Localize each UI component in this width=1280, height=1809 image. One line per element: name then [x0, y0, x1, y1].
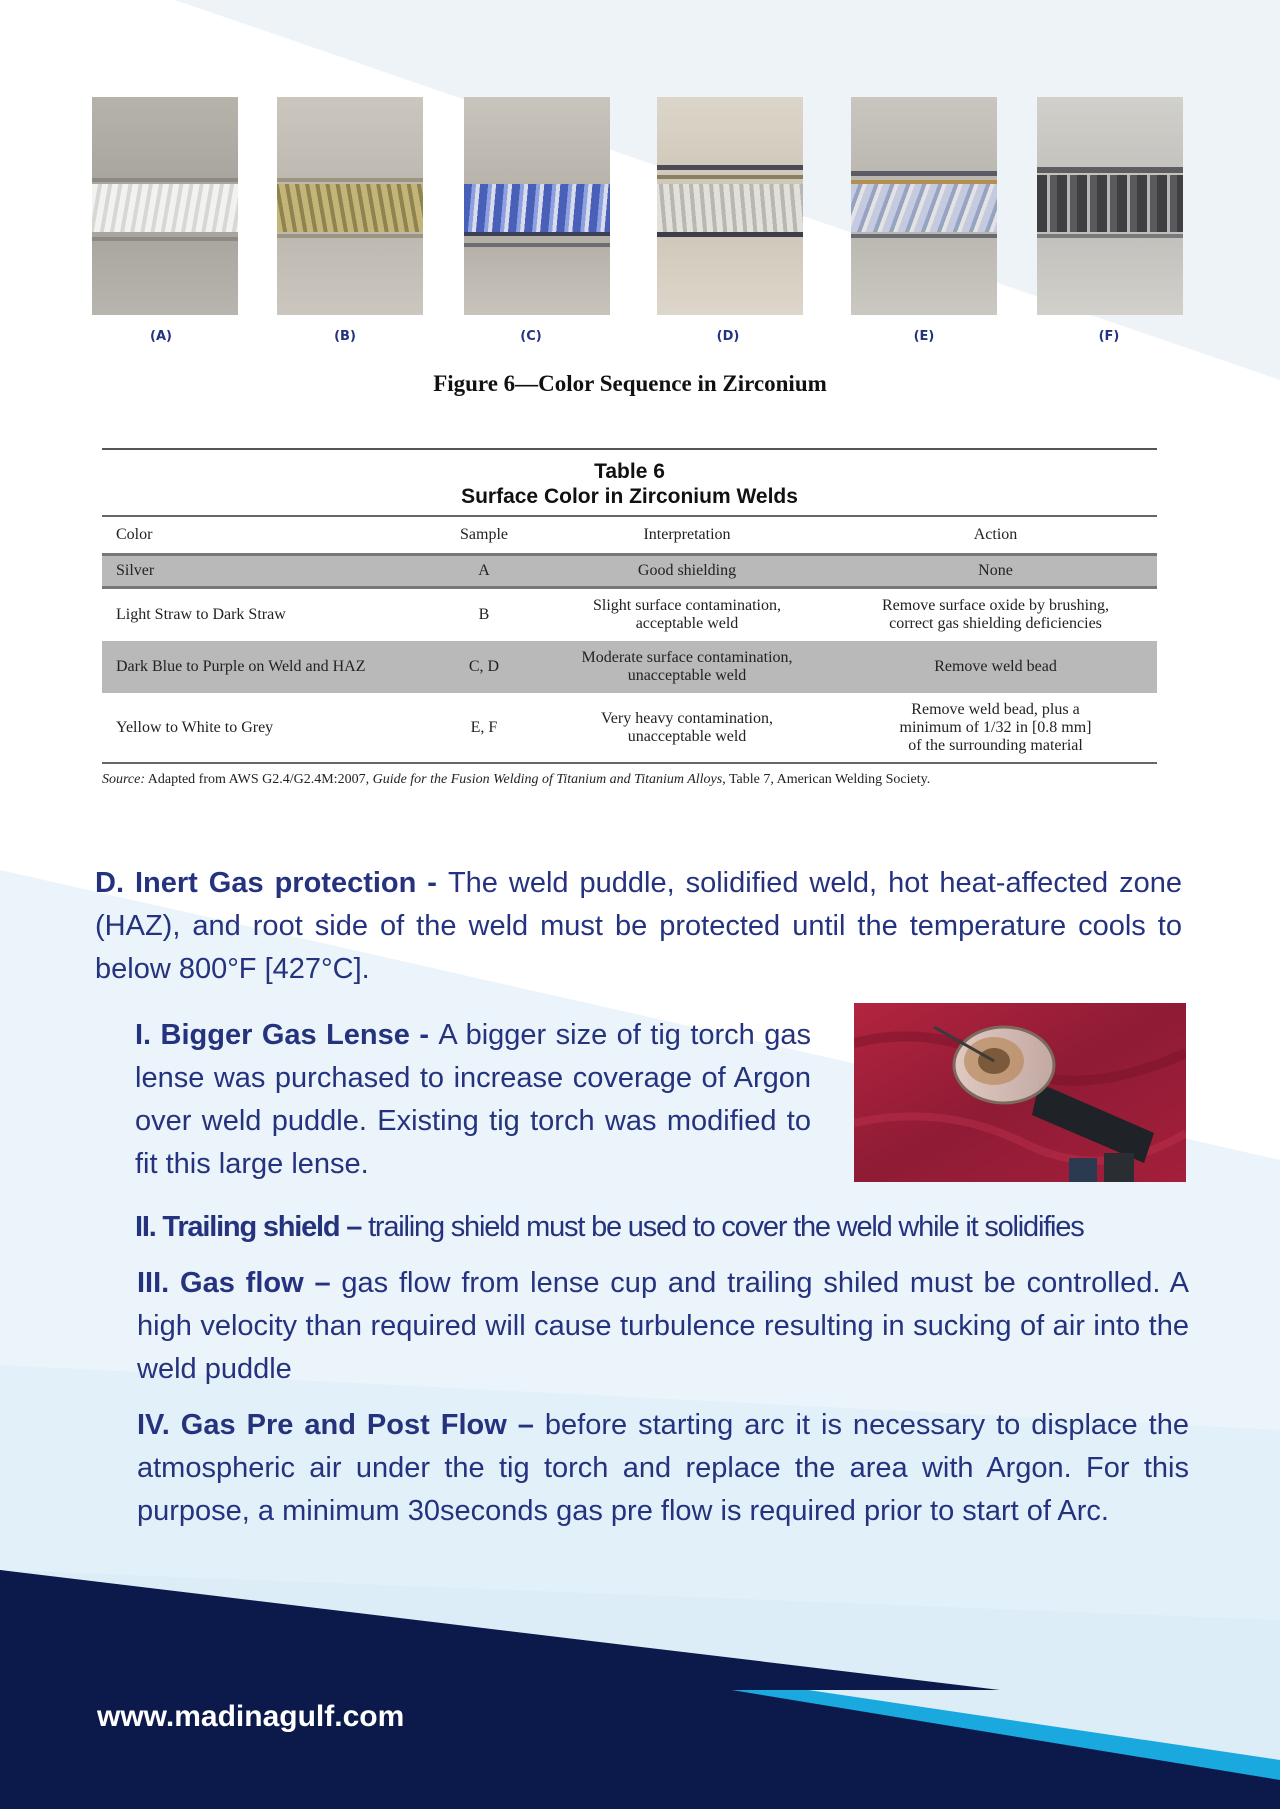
section-iv-pre-post-flow: [137, 1404, 1189, 1533]
weld-photo-b: [277, 97, 423, 315]
photo-label-c: (C): [520, 329, 542, 344]
figure-caption: Figure 6—Color Sequence in Zirconium: [433, 371, 827, 396]
section-i-heading: I. Bigger Gas Lense -: [135, 1019, 439, 1051]
section-iii-heading: III. Gas flow –: [137, 1267, 342, 1299]
section-d-text: The weld puddle, solidified weld, hot heat-affected zone (HAZ), and root side of the weld must be protected until the temperature cools to below 800°F [427°C].: [95, 867, 1182, 985]
section-i-gas-lense: [135, 1014, 811, 1186]
photo-label-b: (B): [334, 329, 356, 344]
figure-color-sequence: [0, 97, 1280, 357]
cell-interpretation: Very heavy contamination, unacceptable weld: [540, 693, 834, 763]
cell-color: Silver: [102, 554, 428, 587]
header-sample: Sample: [428, 516, 540, 554]
section-iv-heading: IV. Gas Pre and Post Flow –: [137, 1409, 545, 1441]
section-d-inert-gas: [95, 862, 1182, 991]
cell-action: Remove weld bead, plus a minimum of 1/32 in [0.8 mm] of the surrounding material: [834, 693, 1157, 763]
cell-sample: E, F: [428, 693, 540, 763]
table-subtitle: Surface Color in Zirconium Welds: [461, 485, 798, 508]
table-row: [102, 641, 1157, 693]
cell-interpretation: Good shielding: [540, 554, 834, 587]
weld-photo-e: [851, 97, 997, 315]
weld-photo-f: [1037, 97, 1183, 315]
section-ii-trailing-shield: [135, 1206, 1190, 1249]
photo-label-d: (D): [716, 329, 740, 344]
cell-action: None: [834, 554, 1157, 587]
cell-sample: A: [428, 554, 540, 587]
table-surface-color: [102, 448, 1157, 788]
table-header-row: [102, 516, 1157, 554]
section-ii-text: trailing shield must be used to cover the weld while it solidifies: [368, 1211, 1084, 1243]
header-color: Color: [102, 516, 428, 554]
weld-photo-d: [657, 97, 803, 315]
header-action: Action: [834, 516, 1157, 554]
tig-torch-photo: [854, 1003, 1186, 1182]
cell-sample: C, D: [428, 641, 540, 693]
header-interpretation: Interpretation: [540, 516, 834, 554]
table-row: [102, 587, 1157, 641]
cell-color: Light Straw to Dark Straw: [116, 605, 286, 623]
table-row: [102, 554, 1157, 587]
photo-label-a: (A): [150, 329, 172, 344]
cell-color: Yellow to White to Grey: [102, 693, 428, 763]
footer-website-link[interactable]: www.madinagulf.com: [97, 1700, 405, 1733]
table-row: [102, 693, 1157, 763]
cell-interpretation: Moderate surface contamination, unacceptable weld: [540, 641, 834, 693]
section-iii-text: gas flow from lense cup and trailing shiled must be controlled. A high velocity than required will cause turbulence resulting in sucking of air into the weld puddle: [137, 1267, 1189, 1385]
section-ii-heading: II. Trailing shield –: [135, 1211, 369, 1243]
cell-sample: B: [478, 605, 490, 623]
photo-label-e: (E): [913, 329, 935, 344]
cell-interpretation: Slight surface contamination, acceptable weld: [593, 596, 781, 632]
cell-color: Dark Blue to Purple on Weld and HAZ: [102, 641, 428, 693]
weld-photo-a: [92, 97, 238, 315]
cell-action: Remove surface oxide by brushing, correct gas shielding deficiencies: [881, 596, 1110, 632]
photo-label-f: (F): [1098, 329, 1120, 344]
section-iv-text: before starting arc it is necessary to displace the atmospheric air under the tig torch and replace the area with Argon. For this purpose, a minimum 30seconds gas pre flow is required prior to start of Arc.: [137, 1409, 1189, 1527]
section-i-text: A bigger size of tig torch gas lense was purchased to increase coverage of Argon over weld puddle. Existing tig torch was modified to fit this large lense.: [135, 1019, 812, 1180]
cell-action: Remove weld bead: [834, 641, 1157, 693]
table-source: Source: Adapted from AWS G2.4/G2.4M:2007, Guide for the Fusion Welding of Titanium and Titanium Alloys, Table 7, American Welding Society.: [102, 772, 931, 787]
section-iii-gas-flow: [137, 1262, 1189, 1391]
weld-photo-c: [464, 97, 610, 315]
color-table: [102, 515, 1157, 764]
table-title: [102, 450, 1157, 515]
section-d-heading: D. Inert Gas protection -: [95, 867, 448, 899]
table-number: Table 6: [594, 460, 665, 483]
